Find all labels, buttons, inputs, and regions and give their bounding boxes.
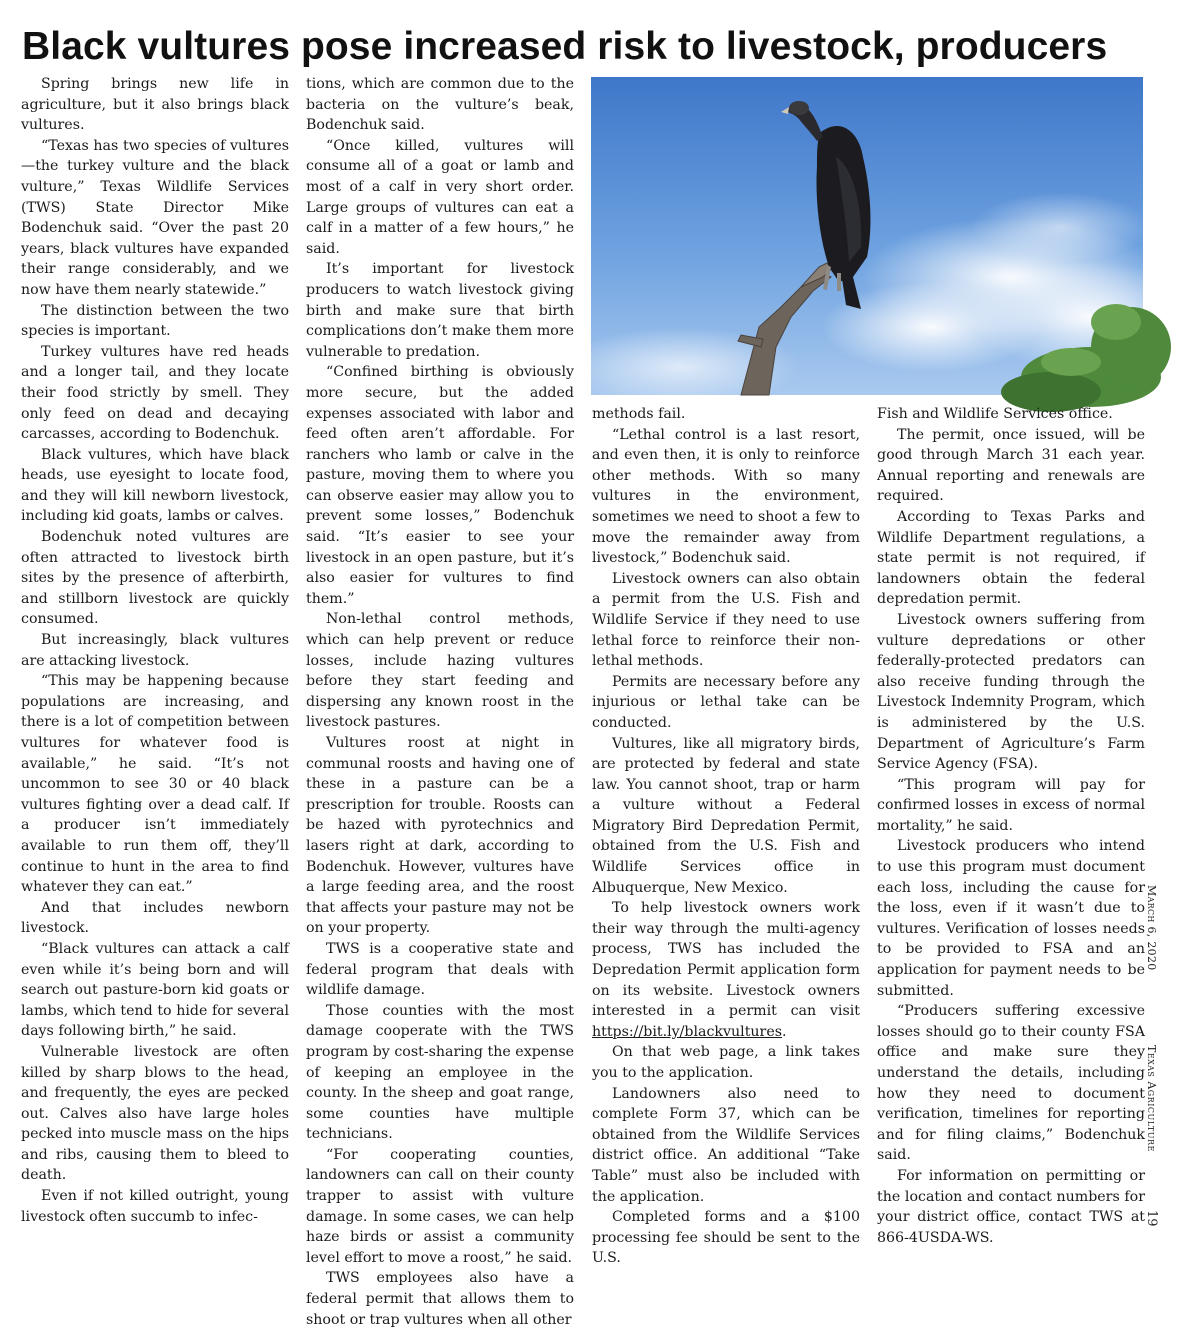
- permit-website-period: .: [782, 1023, 787, 1040]
- folio-date: March 6, 2020: [1145, 885, 1158, 971]
- headline: Black vultures pose increased risk to livestock, producers: [22, 25, 1108, 68]
- article-column-2: [306, 74, 574, 1330]
- article-paragraph: Black vultures, which have black heads, use eyesight to locate food, and they will kill newborn livestock, including kid goats, lambs or calves.: [21, 446, 289, 525]
- black-vulture-photo-illustration: [591, 77, 1143, 395]
- article-paragraph: “Once killed, vultures will consume all of a goat or lamb and most of a calf in very short order. Large groups of vultures can eat a calf in a matter of a few hours,” he said.: [306, 137, 574, 257]
- article-column-1: [21, 74, 289, 1227]
- article-column-3: [592, 404, 860, 1269]
- article-paragraph: Fish and Wildlife Services office.: [877, 406, 1113, 422]
- article-paragraph: But increasingly, black vultures are attacking livestock.: [21, 632, 289, 669]
- article-paragraph: “Lethal control is a last resort, and even then, it is only to reinforce other methods. With so many vultures in the environment, sometimes we need to shoot a few to move the remainder away from livestock,” Bodenchuk said.: [592, 426, 860, 567]
- blackvultures-link[interactable]: https://bit.ly/blackvultures: [592, 1023, 783, 1040]
- article-paragraph: “This may be happening because populations are increasing, and there is a lot of competition between vultures for whatever food is available,” he said. “It’s not uncommon to see 30 or 40 black vultures fighting over a dead calf. If a producer isn’t immediately available to run them off, they’ll continue to hunt in the area to find whatever they can eat.”: [21, 673, 289, 896]
- article-paragraph: tions, which are common due to the bacteria on the vulture’s beak, Bodenchuk said.: [306, 76, 574, 134]
- permit-website-text: To help livestock owners work their way through the multi-agency process, TWS has included the Depredation Permit application form on its website. Livestock owners interested in a permit can visit: [592, 900, 860, 1020]
- article-paragraph: Vultures roost at night in communal roosts and having one of these in a pasture can be a prescription for trouble. Roosts can be hazed with pyrotechnics and lasers right at dark, according to Bodenchuk. However, vultures have a large feeding area, and the roost that affects your pasture may not be on your property.: [306, 735, 574, 937]
- article-paragraph: Spring brings new life in agriculture, but it also brings black vultures.: [21, 76, 289, 134]
- article-paragraph: Livestock owners suffering from vulture depredations or other federally-protected predators can also receive funding through the Livestock Indemnity Program, which is administered by the U.S. Department of Agriculture’s Farm Service Agency (FSA).: [877, 611, 1145, 773]
- column-3-paragraphs: [592, 404, 860, 898]
- article-paragraph: Completed forms and a $100 processing fee should be sent to the U.S.: [592, 1209, 860, 1267]
- article-paragraph: It’s important for livestock producers to watch livestock giving birth and make sure that birth complications don’t make them more vulnerable to predation.: [306, 261, 574, 360]
- article-paragraph: Vulnerable livestock are often killed by sharp blows to the head, and frequently, the eyes are pecked out. Calves also have large holes pecked into muscle mass on the hips and ribs, causing them to bleed to death.: [21, 1043, 289, 1184]
- column-3-paragraphs-end: [592, 1042, 860, 1269]
- article-paragraph: The permit, once issued, will be good through March 31 each year. Annual reporting and renewals are required.: [877, 426, 1145, 505]
- article-paragraph: “Black vultures can attack a calf even while it’s being born and will search out pasture-born kid goats or lambs, which tend to hide for several days following birth,” he said.: [21, 940, 289, 1040]
- folio-publication: Texas Agriculture: [1145, 1045, 1158, 1152]
- article-paragraph: Livestock producers who intend to use this program must document each loss, including the cause for the loss, even if it wasn’t due to vultures. Verification of losses needs to be provided to FSA and an application for payment needs to be submitted.: [877, 838, 1145, 999]
- vulture-photo: [591, 77, 1143, 395]
- article-paragraph: On that web page, a link takes you to the application.: [592, 1044, 860, 1081]
- article-paragraph: Even if not killed outright, young livestock often succumb to infec-: [21, 1188, 289, 1225]
- article-paragraph: “For cooperating counties, landowners can call on their county trapper to assist with vulture damage. In some cases, we can help haze birds or assist a community level effort to move a roost,” he said.: [306, 1146, 574, 1266]
- article-paragraph: Turkey vultures have red heads and a longer tail, and they locate their food strictly by smell. They only feed on dead and decaying carcasses, according to Bodenchuk.: [21, 343, 289, 443]
- article-paragraph: Non-lethal control methods, which can help prevent or reduce losses, include hazing vultures before they start feeding and dispersing any known roost in the livestock pastures.: [306, 611, 574, 731]
- article-paragraph: Those counties with the most damage cooperate with the TWS program by cost-sharing the expense of keeping an employee in the county. In the sheep and goat range, some counties have multiple technicians.: [306, 1002, 574, 1143]
- article-paragraph: Bodenchuk noted vultures are often attracted to livestock birth sites by the presence of afterbirth, and stillborn livestock are quickly consumed.: [21, 529, 289, 628]
- article-paragraph: methods fail.: [592, 406, 686, 422]
- article-paragraph: And that includes newborn livestock.: [21, 899, 289, 937]
- article-paragraph: “Producers suffering excessive losses should go to their county FSA office and make sure they understand the details, including how they need to document verification, timelines for reporting and for filing claims,” Bodenchuk said.: [877, 1003, 1145, 1164]
- article-paragraph: Permits are necessary before any injurious or lethal take can be conducted.: [592, 673, 860, 731]
- article-paragraph: For information on permitting or the location and contact numbers for your district office, contact TWS at 866-4USDA-WS.: [877, 1167, 1145, 1246]
- page-number: 19: [1144, 1210, 1159, 1227]
- article-paragraph: TWS employees also have a federal permit that allows them to shoot or trap vultures when all other: [306, 1270, 574, 1328]
- article-column-4: [877, 404, 1145, 1248]
- article-paragraph: The distinction between the two species is important.: [21, 302, 289, 340]
- article-paragraph: “Confined birthing is obviously more secure, but the added expenses associated with labor and feed often aren’t affordable. For ranchers who lamb or calve in the pasture, moving them to where you can observe easier may allow you to prevent some losses,” Bodenchuk said. “It’s easier to see your livestock in an open pasture, but it’s also easier for vultures to find them.”: [306, 364, 574, 607]
- permit-website-paragraph: [592, 898, 860, 1042]
- article-paragraph: According to Texas Parks and Wildlife Department regulations, a state permit is not required, if landowners obtain the federal depredation permit.: [877, 508, 1145, 608]
- article-paragraph: “This program will pay for confirmed losses in excess of normal mortality,” he said.: [877, 776, 1145, 834]
- article-paragraph: Landowners also need to complete Form 37, which can be obtained from the Wildlife Services district office. An additional “Take Table” must also be included with the application.: [592, 1085, 860, 1205]
- article-paragraph: “Texas has two species of vultures—the turkey vulture and the black vulture,” Texas Wildlife Services (TWS) State Director Mike Bodenchuk said. “Over the past 20 years, black vultures have expanded their range considerably, and we now have them nearly statewide.”: [21, 137, 289, 298]
- article-paragraph: TWS is a cooperative state and federal program that deals with wildlife damage.: [306, 940, 574, 999]
- article-paragraph: Livestock owners can also obtain a permit from the U.S. Fish and Wildlife Service if they need to use lethal force to reinforce their non-lethal methods.: [592, 570, 860, 670]
- article-paragraph: Vultures, like all migratory birds, are protected by federal and state law. You cannot shoot, trap or harm a vulture without a Federal Migratory Bird Depredation Permit, obtained from the U.S. Fish and Wildlife Services office in Albuquerque, New Mexico.: [592, 735, 860, 896]
